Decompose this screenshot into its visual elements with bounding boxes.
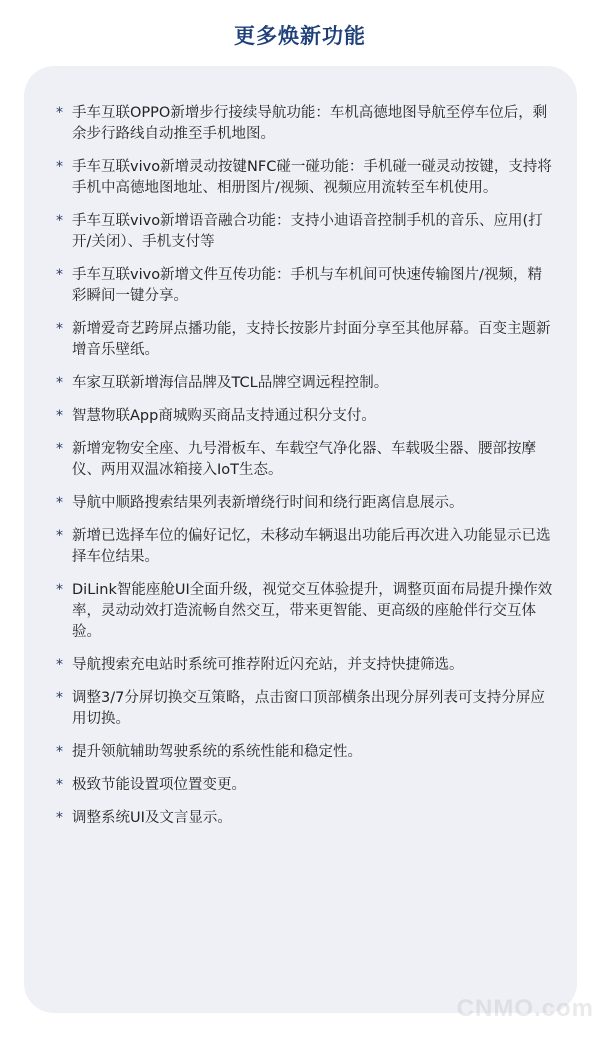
- list-item-text: 手车互联vivo新增灵动按键NFC碰一碰功能：手机碰一碰灵动按键，支持将手机中高德地图地址、相册图片/视频、视频应用流转至车机使用。: [72, 159, 552, 196]
- list-item-text: 提升领航辅助驾驶系统的系统性能和稳定性。: [72, 744, 362, 760]
- list-item: [56, 580, 556, 643]
- list-item-text: 调整3/7分屏切换交互策略，点击窗口顶部横条出现分屏列表可支持分屏应用切换。: [72, 690, 545, 727]
- list-item: [56, 775, 556, 796]
- list-item: [56, 406, 556, 427]
- bullet-icon: *: [56, 657, 63, 673]
- list-item: [56, 526, 556, 568]
- list-item: [56, 655, 556, 676]
- list-item: [56, 319, 556, 361]
- bullet-icon: *: [56, 213, 63, 229]
- list-item-text: DiLink智能座舱UI全面升级，视觉交互体验提升，调整页面布局提升操作效率，灵动动效打造流畅自然交互，带来更智能、更高级的座舱伴行交互体验。: [72, 582, 553, 640]
- list-item-text: 新增已选择车位的偏好记忆，未移动车辆退出功能后再次进入功能显示已选择车位结果。: [72, 528, 551, 565]
- list-item-text: 新增爱奇艺跨屏点播功能，支持长按影片封面分享至其他屏幕。百变主题新增音乐壁纸。: [72, 321, 551, 358]
- bullet-icon: *: [56, 495, 63, 511]
- list-item-text: 智慧物联App商城购买商品支持通过积分支付。: [72, 408, 376, 424]
- feature-list: [56, 103, 556, 841]
- list-item: [56, 157, 556, 199]
- bullet-icon: *: [56, 744, 63, 760]
- bullet-icon: *: [56, 375, 63, 391]
- list-item: [56, 688, 556, 730]
- list-item: [56, 211, 556, 253]
- bullet-icon: *: [56, 408, 63, 424]
- bullet-icon: *: [56, 105, 63, 121]
- list-item: [56, 265, 556, 307]
- list-item: [56, 373, 556, 394]
- page-title: 更多焕新功能: [234, 24, 366, 48]
- list-item: [56, 439, 556, 481]
- list-item-text: 手车互联OPPO新增步行接续导航功能：车机高德地图导航至停车位后，剩余步行路线自动推至手机地图。: [72, 105, 548, 142]
- bullet-icon: *: [56, 690, 63, 706]
- bullet-icon: *: [56, 267, 63, 283]
- list-item-text: 极致节能设置项位置变更。: [72, 777, 246, 793]
- list-item-text: 车家互联新增海信品牌及TCL品牌空调远程控制。: [72, 375, 389, 391]
- list-item: [56, 742, 556, 763]
- list-item-text: 导航中顺路搜索结果列表新增绕行时间和绕行距离信息展示。: [72, 495, 464, 511]
- watermark-logo: CNMO.com: [456, 995, 594, 1022]
- bullet-icon: *: [56, 810, 63, 826]
- bullet-icon: *: [56, 582, 63, 598]
- list-item: [56, 103, 556, 145]
- list-item-text: 手车互联vivo新增文件互传功能：手机与车机间可快速传输图片/视频，精彩瞬间一键分享。: [72, 267, 542, 304]
- bullet-icon: *: [56, 528, 63, 544]
- list-item: [56, 808, 556, 829]
- list-item-text: 手车互联vivo新增语音融合功能：支持小迪语音控制手机的音乐、应用(打开/关闭）、手机支付等: [72, 213, 543, 250]
- bullet-icon: *: [56, 159, 63, 175]
- list-item: [56, 493, 556, 514]
- bullet-icon: *: [56, 321, 63, 337]
- list-item-text: 导航搜索充电站时系统可推荐附近闪充站，并支持快捷筛选。: [72, 657, 464, 673]
- list-item-text: 调整系统UI及文言显示。: [72, 810, 232, 826]
- bullet-icon: *: [56, 441, 63, 457]
- bullet-icon: *: [56, 777, 63, 793]
- list-item-text: 新增宠物安全座、九号滑板车、车载空气净化器、车载吸尘器、腰部按摩仪、两用双温冰箱接入IoT生态。: [72, 441, 536, 478]
